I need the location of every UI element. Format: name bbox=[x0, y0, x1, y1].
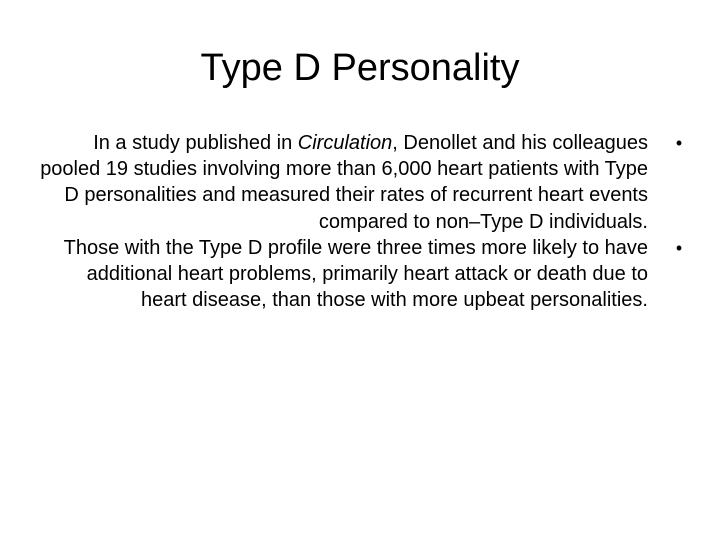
bullet-list bbox=[36, 130, 686, 313]
bullet-text-rest: , Denollet and his colleagues pooled 19 studies involving more than 6,000 heart patients with Type D personalities and measured their rates of recurrent heart events compared to non–Type D individuals. bbox=[40, 132, 648, 233]
bullet-text bbox=[40, 132, 648, 233]
slide-title: Type D Personality bbox=[200, 47, 520, 89]
bullet-item bbox=[36, 130, 686, 235]
bullet-text-intro: In a study published in bbox=[93, 132, 298, 154]
bullet-icon: • bbox=[675, 237, 683, 258]
bullet-text: Those with the Type D profile were three times more likely to have additional heart problems, primarily heart attack or death due to heart disease, than those with more upbeat personalities. bbox=[63, 236, 648, 312]
journal-name: Circulation bbox=[297, 132, 393, 154]
bullet-item bbox=[36, 235, 686, 314]
bullet-icon: • bbox=[675, 133, 683, 153]
